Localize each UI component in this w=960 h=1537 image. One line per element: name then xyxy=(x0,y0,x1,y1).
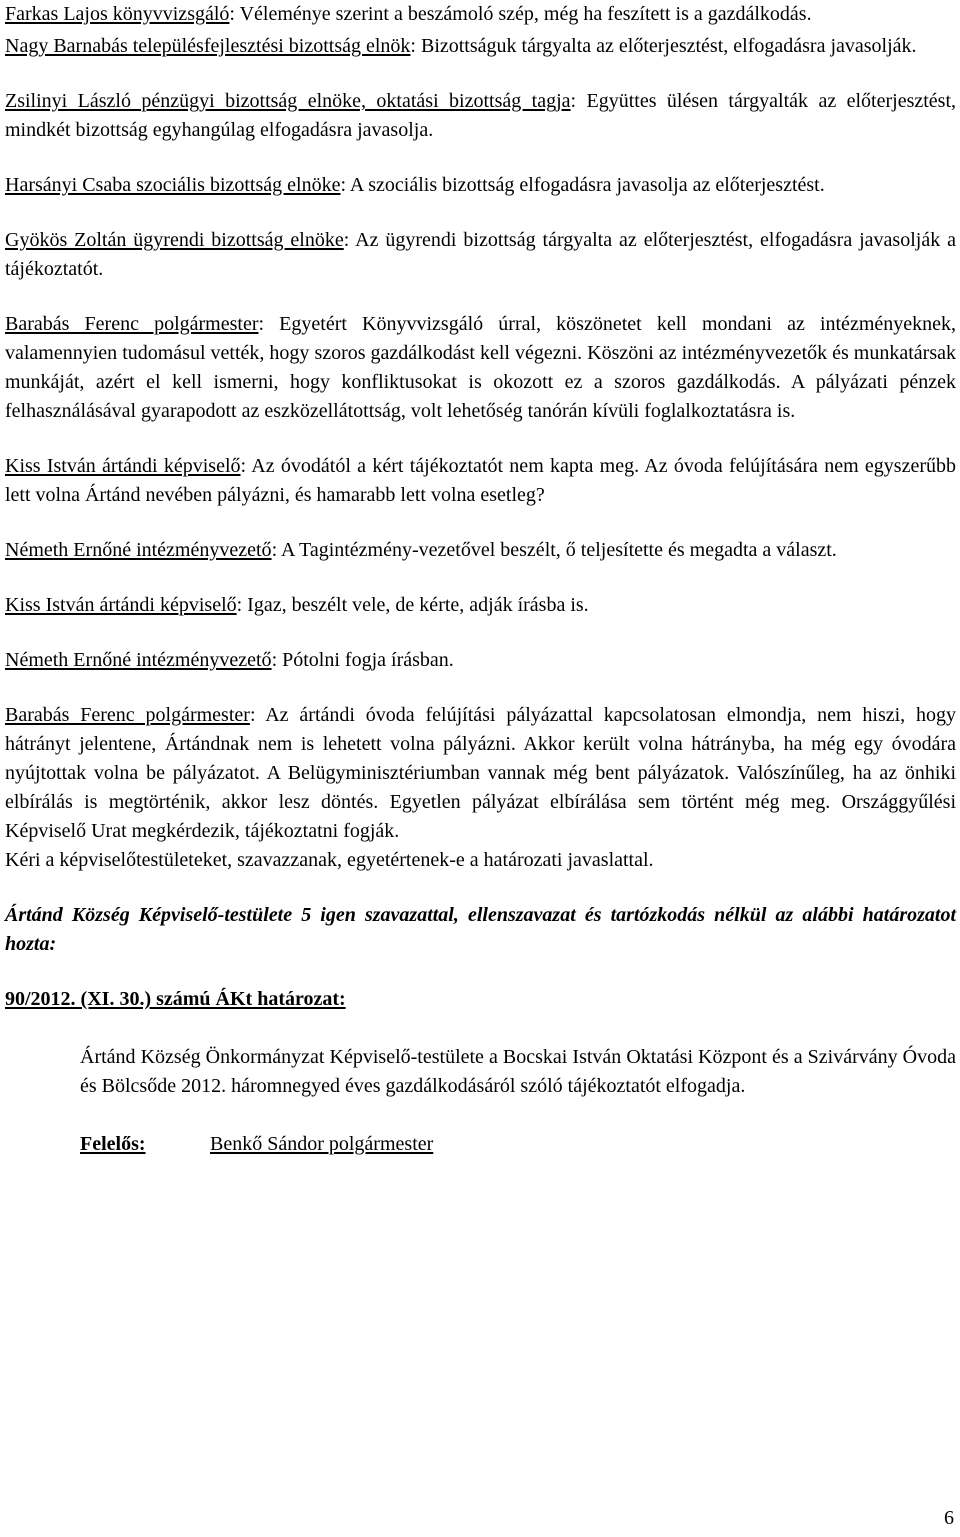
speaker-name: Zsilinyi László pénzügyi bizottság elnöke, oktatási bizottság tagja xyxy=(5,90,571,112)
resolution-body: Ártánd Község Önkormányzat Képviselő-testülete a Bocskai István Oktatási Központ és a Szivárvány Óvoda és Bölcsőde 2012. háromnegyed éves gazdálkodásáról szóló tájékoztatót elfogadja. xyxy=(80,1046,956,1097)
page-number: 6 xyxy=(944,1507,954,1529)
document-page xyxy=(5,0,956,1159)
speaker-name: Kiss István ártándi képviselő xyxy=(5,594,237,616)
speaker-name: Kiss István ártándi képviselő xyxy=(5,455,241,477)
responsible-label: Felelős: xyxy=(80,1133,146,1155)
speech-text: : A Tagintézmény-vezetővel beszélt, ő teljesítette és megadta a választ. xyxy=(271,539,837,561)
speaker-name: Gyökös Zoltán ügyrendi bizottság elnöke xyxy=(5,229,344,251)
speech-barabas-2 xyxy=(5,701,956,846)
closing-line: Kéri a képviselőtestületeket, szavazzanak, egyetértenek-e a határozati javaslattal. xyxy=(5,849,654,871)
speech-harsanyi xyxy=(5,171,956,200)
speaker-name: Németh Ernőné intézményvezető xyxy=(5,649,272,671)
speaker-name: Barabás Ferenc polgármester xyxy=(5,313,259,335)
speech-zsilinyi xyxy=(5,87,956,145)
speech-nagy xyxy=(5,32,956,61)
speaker-name: Farkas Lajos könyvvizsgáló xyxy=(5,3,230,25)
speech-farkas xyxy=(5,0,956,29)
speech-text: : Az óvodától a kért tájékoztatót nem kapta meg. Az óvoda felújítására nem egyszerűbb lett volna Ártánd nevében pályázni, és hamarabb lett volna esetleg? xyxy=(5,455,956,506)
speech-text: : Igaz, beszélt vele, de kérte, adják írásba is. xyxy=(236,594,589,616)
speech-text: : A szociális bizottság elfogadásra javasolja az előterjesztést. xyxy=(340,174,825,196)
speaker-name: Nagy Barnabás településfejlesztési bizottság elnök xyxy=(5,35,411,57)
speech-text: : Együttes ülésen tárgyalták az előterjesztést, mindkét bizottság egyhangúlag elfogadásra javasolja. xyxy=(5,90,956,141)
resolution-number: 90/2012. (XI. 30.) számú ÁKt határozat: xyxy=(5,988,346,1010)
speech-nemeth-1 xyxy=(5,536,956,565)
resolution-heading: Ártánd Község Képviselő-testülete 5 igen szavazattal, ellenszavazat és tartózkodás nélkül az alábbi határozatot hozta: xyxy=(5,904,956,955)
speech-nemeth-2 xyxy=(5,646,956,675)
speech-text: : Az ügyrendi bizottság tárgyalta az előterjesztést, elfogadásra javasolják a tájékoztatót. xyxy=(5,229,957,280)
speech-text: : Egyetért Könyvvizsgáló úrral, köszönetet kell mondani az intézményeknek, valamennyien tudomásul vették, hogy szoros gazdálkodást kell végezni. Köszöni az intézményvezetők és munkatársak munkáját, azért el kell ismerni, hogy konfliktusokat is okozott ez a szoros gazdálkodás. A pályázati pénzek felhasználásával gyarapodott az eszközellátottság, volt lehetőség tanórán kívüli foglalkoztatásra is. xyxy=(5,313,957,422)
speech-text: : Véleménye szerint a beszámoló szép, még ha feszített is a gazdálkodás. xyxy=(229,3,812,25)
resolution-responsible xyxy=(80,1130,956,1159)
speech-text: : Pótolni fogja írásban. xyxy=(271,649,454,671)
speech-text: : Bizottságuk tárgyalta az előterjesztést, elfogadásra javasolják. xyxy=(410,35,917,57)
speaker-name: Barabás Ferenc polgármester xyxy=(5,704,250,726)
speaker-name: Németh Ernőné intézményvezető xyxy=(5,539,272,561)
responsible-name: Benkő Sándor polgármester xyxy=(210,1133,434,1155)
speech-barabas-1 xyxy=(5,310,956,426)
speech-kiss-1 xyxy=(5,452,956,510)
speech-gyokos xyxy=(5,226,956,284)
speech-text: : Az ártándi óvoda felújítási pályázattal kapcsolatosan elmondja, nem hiszi, hogy hátrányt jelentene, Ártándnak nem is lehetett volna pályázni. Akkor került volna hátrányba, ha még egy óvodára nyújtottak volna be pályázatot. A Belügyminisztériumban vannak még bent pályázatok. Valószínűleg, ha az önhiki elbírálás is megtörténik, akkor lesz döntés. Egyetlen pályázat elbírálása sem történt még meg. Országgyűlési Képviselő Urat megkérdezik, tájékoztatni fogják. xyxy=(5,704,957,842)
speaker-name: Harsányi Csaba szociális bizottság elnöke xyxy=(5,174,341,196)
speech-kiss-2 xyxy=(5,591,956,620)
